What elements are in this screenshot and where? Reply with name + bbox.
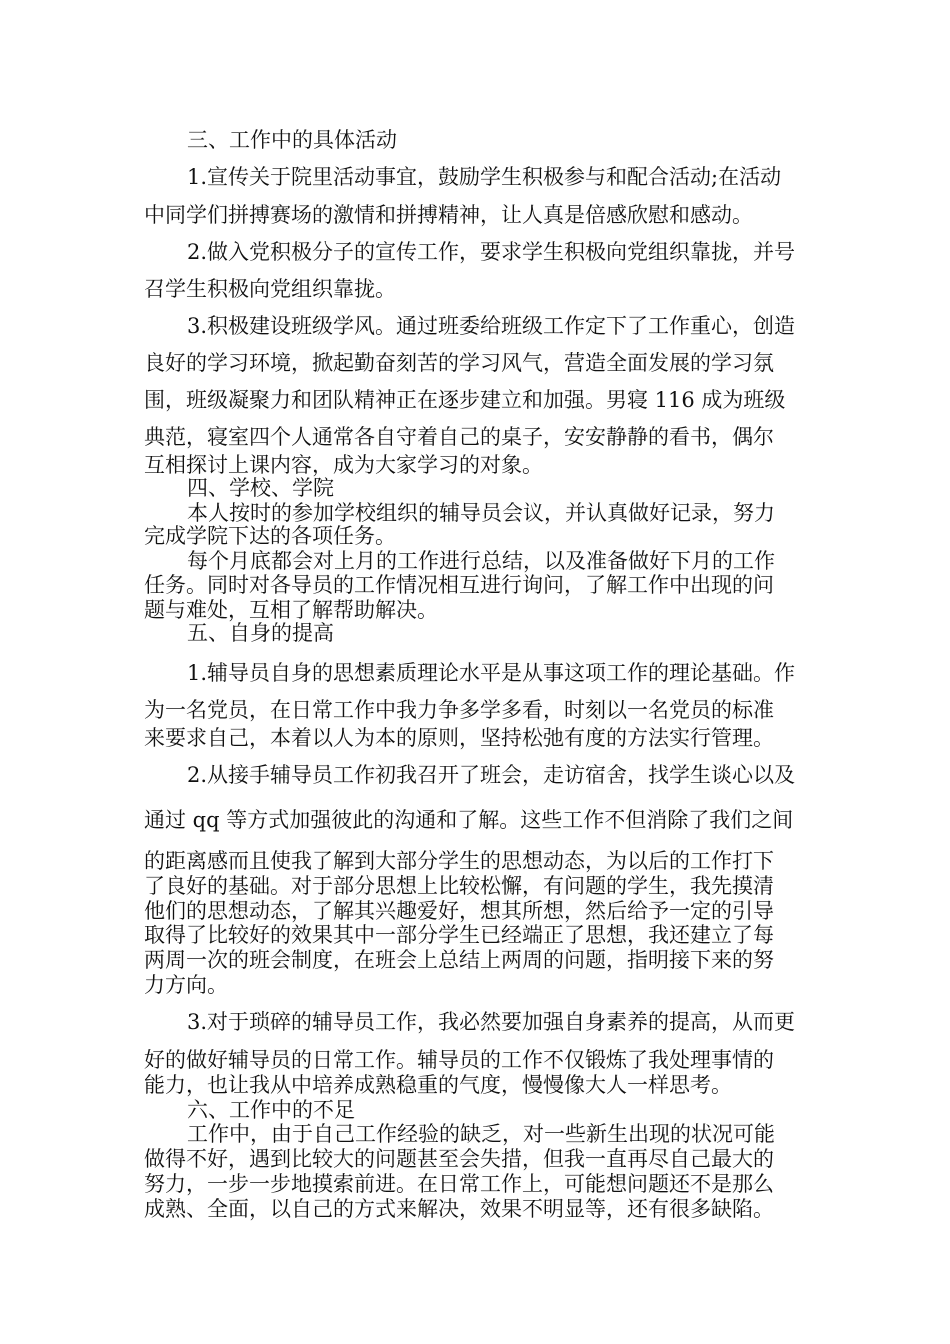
section-heading-5: 五、自身的提高 <box>187 621 334 645</box>
paragraph-line: 互相探讨上课内容，成为大家学习的对象。 <box>144 453 543 477</box>
paragraph-line: 来要求自己，本着以人为本的原则，坚持松弛有度的方法实行管理。 <box>144 726 774 750</box>
paragraph-line: 通过 qq 等方式加强彼此的沟通和了解。这些工作不但消除了我们之间 <box>144 808 794 832</box>
paragraph-line: 1.辅导员自身的思想素质理论水平是从事这项工作的理论基础。作 <box>187 661 796 685</box>
paragraph-line: 2.做入党积极分子的宣传工作，要求学生积极向党组织靠拢，并号 <box>187 240 796 264</box>
paragraph-line: 努力，一步一步地摸索前进。在日常工作上，可能想问题还不是那么 <box>144 1172 774 1196</box>
paragraph-line: 两周一次的班会制度，在班会上总结上两周的问题，指明接下来的努 <box>144 948 774 972</box>
paragraph-line: 取得了比较好的效果其中一部分学生已经端正了思想，我还建立了每 <box>144 923 774 947</box>
paragraph-line: 围，班级凝聚力和团队精神正在逐步建立和加强。男寝 116 成为班级 <box>144 388 786 412</box>
paragraph-line: 完成学院下达的各项任务。 <box>144 524 396 548</box>
paragraph-line: 3.积极建设班级学风。通过班委给班级工作定下了工作重心，创造 <box>187 314 796 338</box>
paragraph-line: 为一名党员，在日常工作中我力争多学多看，时刻以一名党员的标准 <box>144 698 774 722</box>
paragraph-line: 题与难处，互相了解帮助解决。 <box>144 598 438 622</box>
paragraph-line: 他们的思想动态，了解其兴趣爱好，想其所想，然后给予一定的引导 <box>144 899 774 923</box>
paragraph-line: 本人按时的参加学校组织的辅导员会议，并认真做好记录，努力 <box>187 501 775 525</box>
section-heading-4: 四、学校、学院 <box>187 476 334 500</box>
paragraph-line: 召学生积极向党组织靠拢。 <box>144 277 396 301</box>
section-heading-6: 六、工作中的不足 <box>187 1098 355 1122</box>
paragraph-line: 了良好的基础。对于部分思想上比较松懈，有问题的学生，我先摸清 <box>144 874 774 898</box>
paragraph-line: 做得不好，遇到比较大的问题甚至会失措，但我一直再尽自己最大的 <box>144 1147 774 1171</box>
paragraph-line: 成熟、全面，以自己的方式来解决，效果不明显等，还有很多缺陷。 <box>144 1197 774 1221</box>
section-heading-3: 三、工作中的具体活动 <box>187 128 397 152</box>
paragraph-line: 良好的学习环境，掀起勤奋刻苦的学习风气，营造全面发展的学习氛 <box>144 351 774 375</box>
paragraph-line: 典范，寝室四个人通常各自守着自己的桌子，安安静静的看书，偶尔 <box>144 425 774 449</box>
paragraph-line: 工作中，由于自己工作经验的缺乏，对一些新生出现的状况可能 <box>187 1122 775 1146</box>
paragraph-line: 任务。同时对各导员的工作情况相互进行询问，了解工作中出现的问 <box>144 573 774 597</box>
paragraph-line: 3.对于琐碎的辅导员工作，我必然要加强自身素养的提高，从而更 <box>187 1010 796 1034</box>
paragraph-line: 2.从接手辅导员工作初我召开了班会，走访宿舍，找学生谈心以及 <box>187 763 796 787</box>
paragraph-line: 力方向。 <box>144 973 228 997</box>
paragraph-line: 能力，也让我从中培养成熟稳重的气度，慢慢像大人一样思考。 <box>144 1073 732 1097</box>
paragraph-line: 的距离感而且使我了解到大部分学生的思想动态，为以后的工作打下 <box>144 849 774 873</box>
paragraph-line: 中同学们拼搏赛场的激情和拼搏精神，让人真是倍感欣慰和感动。 <box>144 203 753 227</box>
paragraph-line: 每个月底都会对上月的工作进行总结，以及准备做好下月的工作 <box>187 549 775 573</box>
paragraph-line: 好的做好辅导员的日常工作。辅导员的工作不仅锻炼了我处理事情的 <box>144 1048 774 1072</box>
paragraph-line: 1.宣传关于院里活动事宜，鼓励学生积极参与和配合活动;在活动 <box>187 165 782 189</box>
